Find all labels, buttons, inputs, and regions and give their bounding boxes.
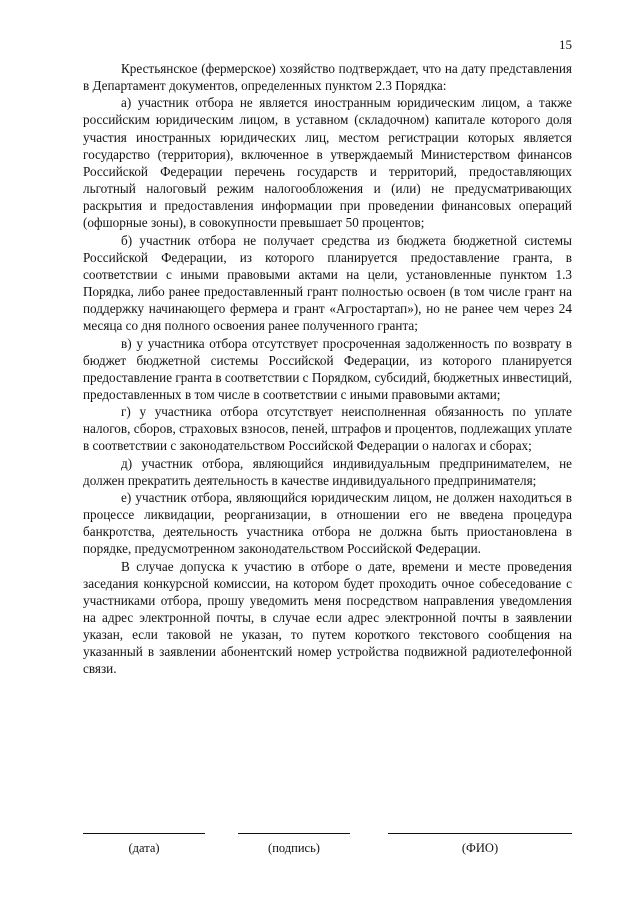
- document-body: [83, 60, 572, 678]
- clause-a: а) участник отбора не является иностранным юридическим лицом, а также российским юридическим лицом, в уставном (складочном) капитале которого доля участия иностранных юридических лиц, местом регистрации которых является государство (территория), включенное в утверждаемый Министерством финансов Российской Федерации перечень государств и территорий, предоставляющих льготный налоговый режим налогообложения и (или) не предусматривающих раскрытия и предоставления информации при проведении финансовых операций (офшорные зоны), в совокупности превышает 50 процентов;: [83, 95, 572, 231]
- signature-field: [238, 833, 350, 856]
- intro-paragraph: Крестьянское (фермерское) хозяйство подтверждает, что на дату представления в Департамент документов, определенных пунктом 2.3 Порядка:: [83, 61, 572, 94]
- signature-label: (подпись): [268, 841, 320, 855]
- signature-row: [83, 833, 572, 873]
- name-signature-field: [388, 833, 572, 856]
- clause-b: б) участник отбора не получает средства из бюджета бюджетной системы Российской Федерации, из которого планируется предоставление гранта, в соответствии с иными правовыми актами на цели, установленные пунктом 1.3 Порядка, либо ранее предоставленный грант полностью освоен (в том числе грант на поддержку начинающего фермера и грант «Агростартап»), но не ранее чем через 24 месяца со дня полного освоения ранее полученного гранта;: [83, 232, 572, 334]
- clause-d: д) участник отбора, являющийся индивидуальным предпринимателем, не должен прекратить деятельность в качестве индивидуального предпринимателя;: [83, 455, 572, 488]
- signature-line: [238, 833, 350, 834]
- date-line: [83, 833, 205, 834]
- date-signature-field: [83, 833, 205, 856]
- date-label: (дата): [128, 841, 160, 855]
- page-number: 15: [559, 37, 572, 52]
- name-line: [388, 833, 572, 834]
- notification-paragraph: В случае допуска к участию в отборе о дате, времени и месте проведения заседания конкурсной комиссии, на котором будет проходить очное собеседование с участниками отбора, прошу уведомить меня посредством направления уведомления на адрес электронной почты, в случае если адрес электронной почты в заявлении указан, если таковой не указан, то путем короткого текстового сообщения на указанный в заявлении абонентский номер устройства подвижной радиотелефонной связи.: [83, 558, 572, 677]
- clause-e: е) участник отбора, являющийся юридическим лицом, не должен находиться в процессе ликвидации, реорганизации, в отношении его не введена процедура банкротства, деятельность участника отбора не должна быть приостановлена в порядке, предусмотренном законодательством Российской Федерации.: [83, 489, 572, 557]
- clause-g: г) у участника отбора отсутствует неисполненная обязанность по уплате налогов, сборов, страховых взносов, пеней, штрафов и процентов, подлежащих уплате в соответствии с законодательством Российской Федерации о налогах и сборах;: [83, 404, 572, 454]
- name-label: (ФИО): [461, 841, 499, 855]
- clause-v: в) у участника отбора отсутствует просроченная задолженность по возврату в бюджет бюджетной системы Российской Федерации, из которого планируется предоставление гранта в соответствии с Порядком, субсидий, бюджетных инвестиций, предоставленных в том числе в соответствии с иными правовыми актами;: [83, 335, 573, 402]
